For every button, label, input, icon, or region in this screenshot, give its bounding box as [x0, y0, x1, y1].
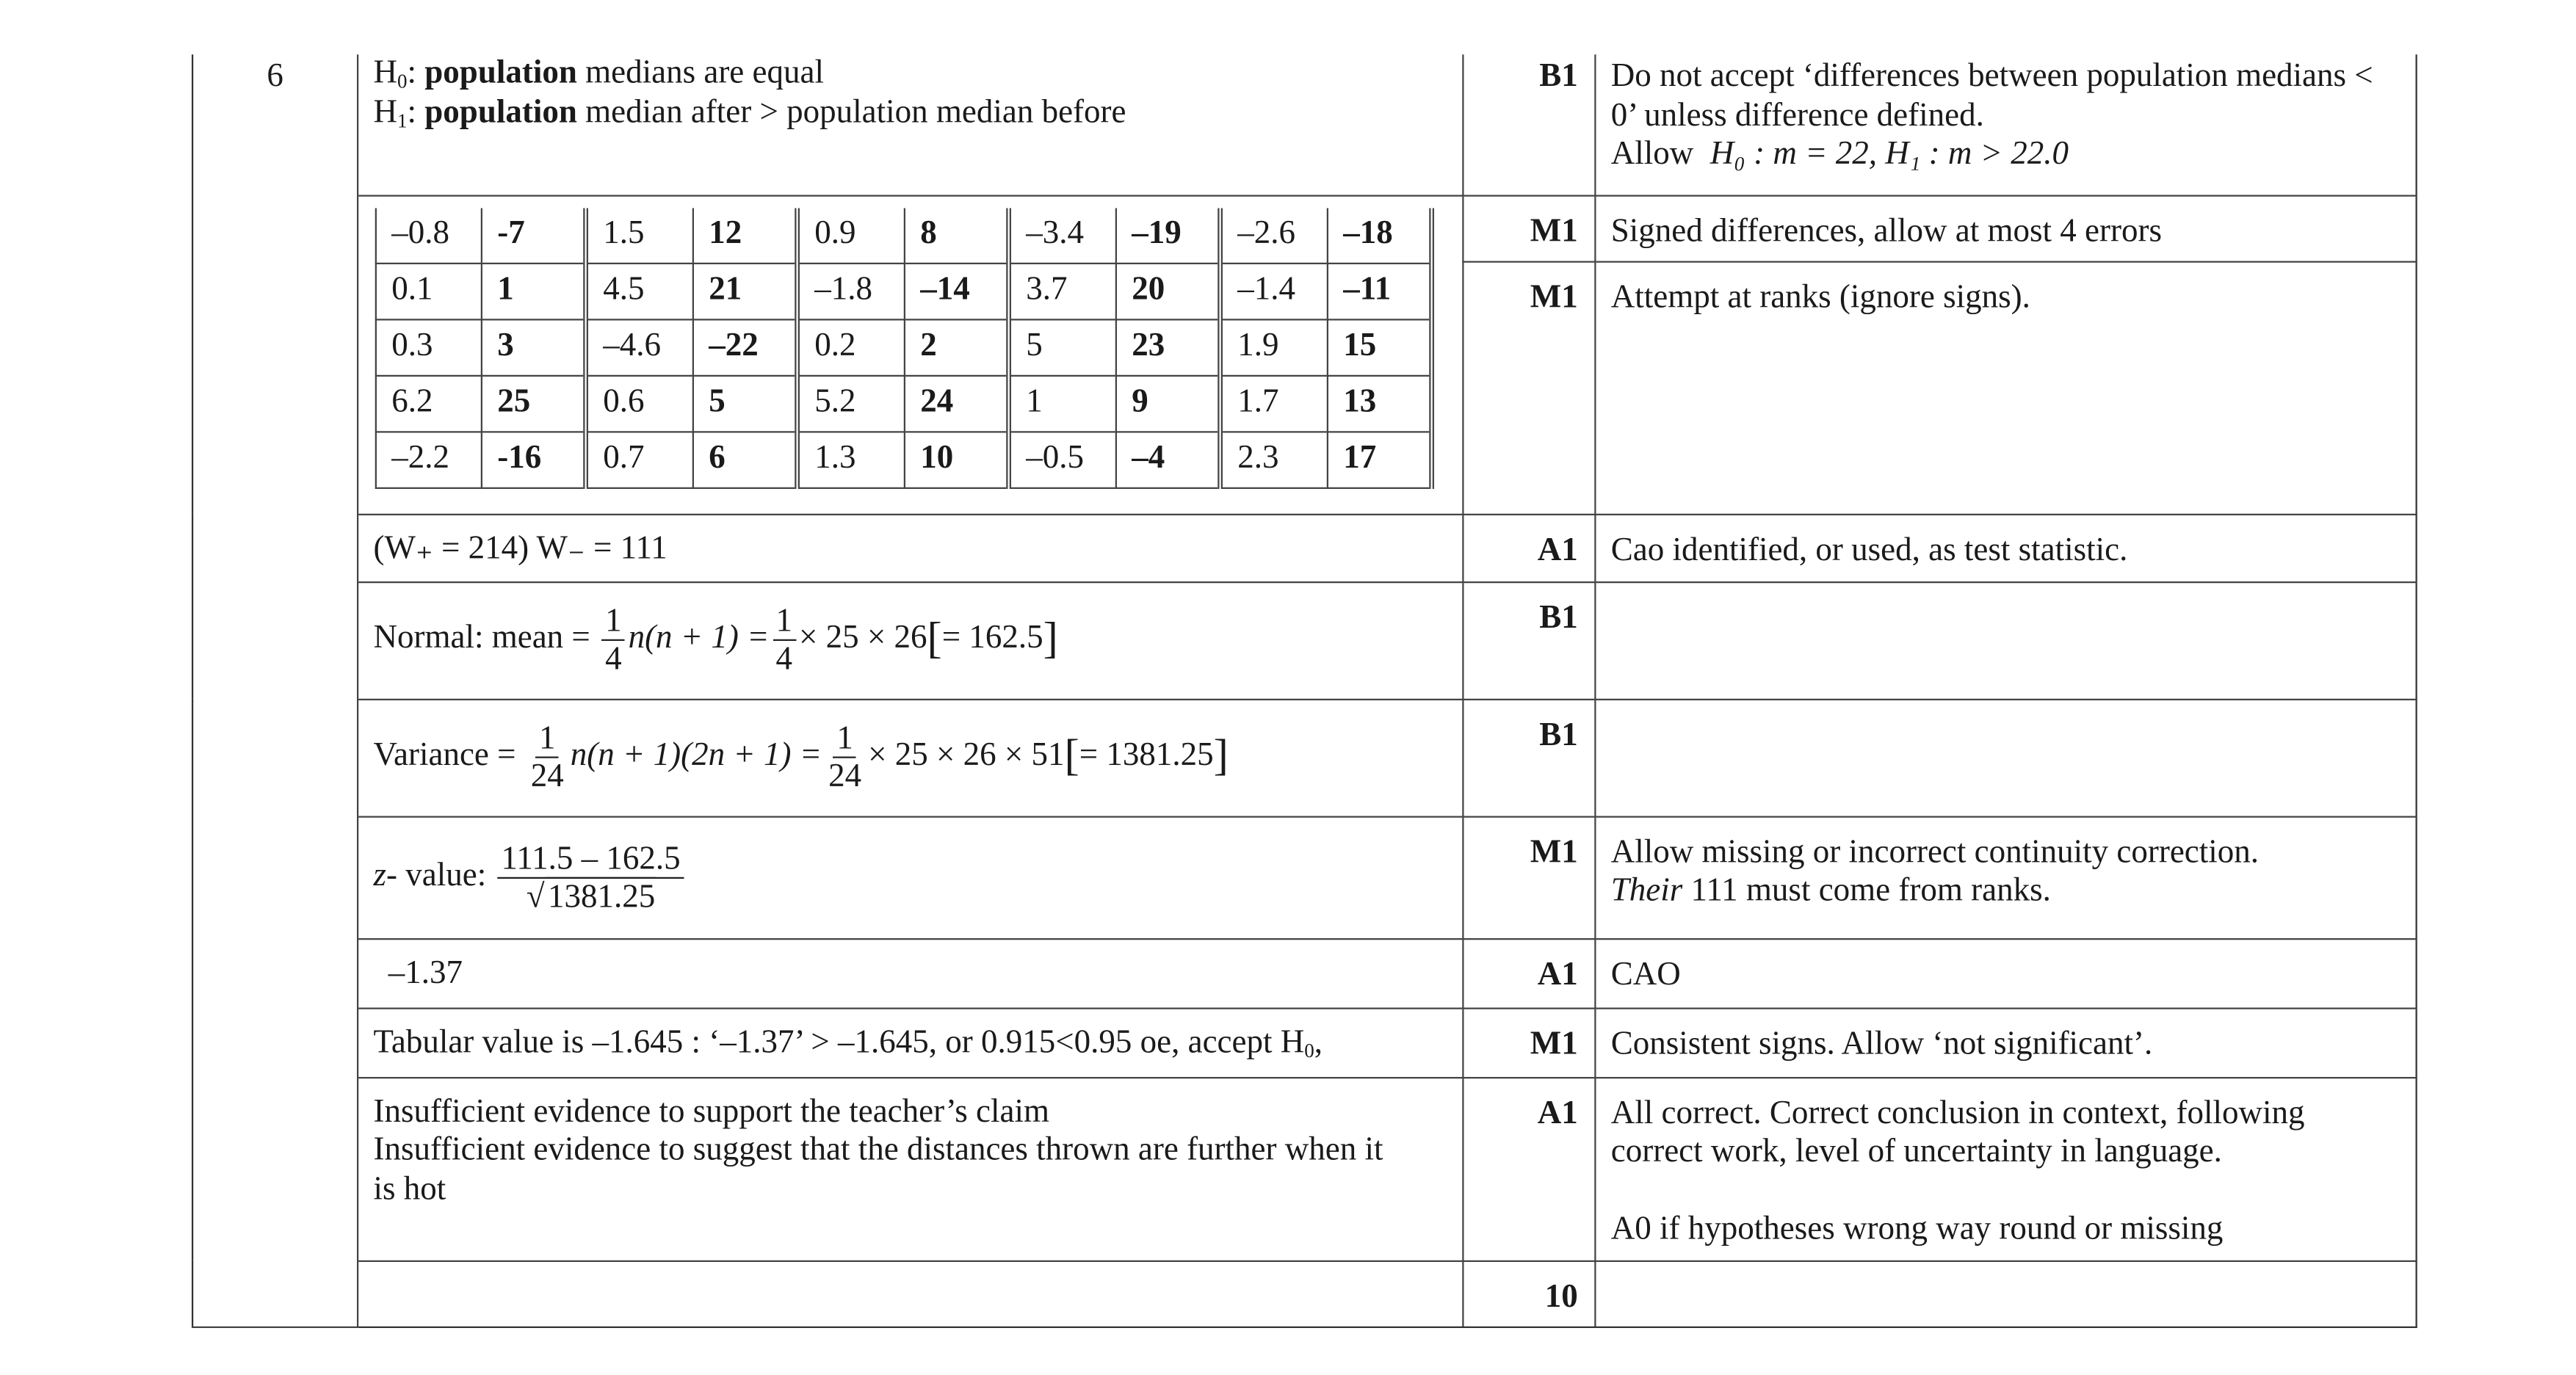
signed-rank-cell: –18	[1328, 207, 1432, 262]
signed-difference-cell: 0.6	[586, 375, 693, 432]
signed-difference-cell: –1.4	[1220, 263, 1328, 319]
z-value-fraction: $\frac{111.5 - 162.5}{√ 1381.25}$	[498, 840, 684, 914]
guidance-tabular: Consistent signs. Allow ‘not significant’.	[1595, 1008, 2416, 1078]
signed-rank-cell: –19	[1116, 207, 1220, 262]
guidance-signed-differences: Signed differences, allow at most 4 errors	[1595, 195, 2416, 261]
conclusion-line3: is hot	[373, 1170, 446, 1208]
variance-fraction-1: $\frac{1}{24}$	[530, 720, 564, 795]
guidance-mean	[1595, 581, 2416, 699]
signed-difference-cell: 1.5	[586, 207, 693, 262]
signed-rank-cell: 5	[693, 375, 797, 432]
guidance-conclusion-line1: All correct. Correct conclusion in context, following	[1610, 1094, 2305, 1131]
variance-cell	[358, 699, 1463, 816]
test-statistic-text: (W₊ = 214) W₋ = 111	[373, 529, 667, 566]
variance-fraction-2: $\frac{1}{24}$	[828, 720, 862, 795]
signed-difference-cell: 1	[1009, 375, 1116, 432]
question-number-text: 6	[267, 57, 283, 95]
signed-difference-cell: 0.9	[797, 207, 905, 262]
signed-difference-cell: –4.6	[586, 319, 693, 375]
signed-rank-cell: 2	[905, 319, 1009, 375]
guidance-allow-line: Allow H₀ : m = 22, H₁ : m > 22.0	[1610, 135, 2069, 173]
signed-difference-cell: 1.3	[797, 431, 905, 487]
signed-difference-cell: –2.6	[1220, 207, 1328, 262]
alternative-hypothesis: $H_1$: population median after > population median before	[373, 93, 1126, 132]
mean-expression: Normal: mean = $\frac{1}{4}$ n(n + 1) = $\frac{1}{4}$ × 25 × 26[= 162.5]	[373, 603, 1058, 678]
guidance-ranks: Attempt at ranks (ignore signs).	[1595, 261, 2416, 514]
tabular-row	[192, 1008, 2417, 1078]
signed-rank-cell: 10	[905, 431, 1009, 487]
tabular-cell: Tabular value is –1.645 : ‘–1.37’ > –1.645, or 0.915<0.95 oe, accept $H_0$,	[358, 1008, 1463, 1078]
differences-row-a	[192, 195, 2417, 261]
signed-rank-cell: 6	[693, 431, 797, 487]
differences-table-row	[376, 319, 1432, 375]
mean-cell	[358, 581, 1463, 699]
signed-rank-cell: 1	[482, 263, 586, 319]
guidance-hypotheses	[1595, 54, 2416, 195]
signed-difference-cell: 0.1	[376, 263, 482, 319]
guidance-conclusion	[1595, 1077, 2416, 1260]
guidance-z-line2: Their 111 must come from ranks.	[1610, 872, 2051, 909]
signed-rank-cell: –4	[1116, 431, 1220, 487]
total-row	[192, 1260, 2417, 1327]
hypotheses-row	[192, 54, 2417, 195]
guidance-z-result: CAO	[1595, 938, 2416, 1008]
conclusion-line1: Insufficient evidence to support the teacher’s claim	[373, 1092, 1050, 1129]
mean-fraction-2: $\frac{1}{4}$	[773, 603, 796, 677]
mean-fraction-1: $\frac{1}{4}$	[602, 603, 626, 677]
differences-table-row	[376, 263, 1432, 319]
signed-difference-cell: 1.7	[1220, 375, 1328, 432]
signed-rank-cell: 3	[482, 319, 586, 375]
signed-difference-cell: –0.8	[376, 207, 482, 262]
h1-bold-word: population	[424, 93, 577, 130]
z-value-row	[192, 816, 2417, 939]
mark-b1-mean: B1	[1463, 581, 1595, 699]
signed-rank-cell: -16	[482, 431, 586, 487]
signed-rank-cell: –22	[693, 319, 797, 375]
null-hypothesis: $H_0$: population medians are equal	[373, 54, 824, 92]
signed-difference-cell: 0.2	[797, 319, 905, 375]
mark-a1-test-statistic: A1	[1463, 514, 1595, 581]
conclusion-row	[192, 1077, 2417, 1260]
guidance-z-line1: Allow missing or incorrect continuity correction.	[1610, 833, 2260, 870]
differences-table-row	[376, 431, 1432, 487]
signed-rank-cell: 20	[1116, 263, 1220, 319]
hypotheses-cell	[358, 54, 1463, 195]
signed-difference-cell: 3.7	[1009, 263, 1116, 319]
signed-rank-cell: 21	[693, 263, 797, 319]
guidance-hypotheses-line2: 0’ unless difference defined.	[1610, 96, 1984, 134]
mark-m1-z-value: M1	[1463, 816, 1595, 939]
signed-rank-cell: 12	[693, 207, 797, 262]
guidance-conclusion-line2: correct work, level of uncertainty in language.	[1610, 1133, 2222, 1170]
guidance-z-value	[1595, 816, 2416, 939]
h0-bold-word: population	[424, 54, 577, 91]
z-value-cell	[358, 816, 1463, 939]
conclusion-line2: Insufficient evidence to suggest that the distances thrown are further when it	[373, 1131, 1383, 1168]
signed-rank-cell: 24	[905, 375, 1009, 432]
allow-hypotheses-math: H₀ : m = 22, H₁ : m > 22.0	[1710, 135, 2069, 173]
signed-difference-cell: 1.9	[1220, 319, 1328, 375]
signed-rank-cell: 23	[1116, 319, 1220, 375]
signed-difference-cell: –0.5	[1009, 431, 1116, 487]
signed-difference-cell: –2.2	[376, 431, 482, 487]
z-result-cell	[358, 938, 1463, 1008]
mark-b1-variance: B1	[1463, 699, 1595, 816]
question-number	[192, 54, 358, 1327]
z-value-expression: z- value: $\frac{111.5 - 162.5}{√ 1381.25}$	[374, 857, 687, 893]
signed-rank-cell: -7	[482, 207, 586, 262]
signed-difference-cell: 5.2	[797, 375, 905, 432]
mark-a1-conclusion: A1	[1463, 1077, 1595, 1260]
signed-difference-cell: 2.3	[1220, 431, 1328, 487]
guidance-conclusion-line3: A0 if hypotheses wrong way round or missing	[1610, 1210, 2224, 1247]
mark-a1-z-result: A1	[1463, 938, 1595, 1008]
z-result-value: –1.37	[388, 954, 463, 990]
signed-rank-cell: 17	[1328, 431, 1432, 487]
variance-expression: Variance = $\frac{1}{24}$ n(n + 1)(2n + 1) = $\frac{1}{24}$ × 25 × 26 × 51[= 1381.25]	[373, 720, 1229, 795]
signed-difference-cell: –1.8	[797, 263, 905, 319]
differences-table-row	[376, 375, 1432, 432]
signed-difference-cell: 0.7	[586, 431, 693, 487]
mark-scheme-table	[192, 54, 2417, 1327]
signed-difference-cell: 0.3	[376, 319, 482, 375]
mark-b1-hypotheses: B1	[1463, 54, 1595, 195]
mark-m1-signed-differences: M1	[1463, 195, 1595, 261]
guidance-variance	[1595, 699, 2416, 816]
total-answer-cell	[358, 1260, 1463, 1327]
mark-m1-tabular: M1	[1463, 1008, 1595, 1078]
differences-table	[375, 207, 1434, 488]
total-guidance-cell	[1595, 1260, 2416, 1327]
signed-rank-cell: –11	[1328, 263, 1432, 319]
signed-rank-cell: –14	[905, 263, 1009, 319]
guidance-hypotheses-line1: Do not accept ‘differences between population medians <	[1610, 57, 2373, 95]
signed-rank-cell: 25	[482, 375, 586, 432]
signed-difference-cell: –3.4	[1009, 207, 1116, 262]
differences-table-row	[376, 207, 1432, 262]
signed-difference-cell: 6.2	[376, 375, 482, 432]
mean-row	[192, 581, 2417, 699]
guidance-test-statistic: Cao identified, or used, as test statistic.	[1595, 514, 2416, 581]
signed-difference-cell: 5	[1009, 319, 1116, 375]
signed-rank-cell: 15	[1328, 319, 1432, 375]
variance-row	[192, 699, 2417, 816]
signed-rank-cell: 9	[1116, 375, 1220, 432]
signed-rank-cell: 8	[905, 207, 1009, 262]
z-result-row	[192, 938, 2417, 1008]
test-statistic-cell	[358, 514, 1463, 581]
tabular-text: Tabular value is –1.645 : ‘–1.37’ > –1.645, or 0.915<0.95 oe, accept H	[373, 1023, 1305, 1060]
signed-rank-cell: 13	[1328, 375, 1432, 432]
test-statistic-row	[192, 514, 2417, 581]
differences-cell	[358, 195, 1463, 514]
signed-difference-cell: 4.5	[586, 263, 693, 319]
mark-m1-ranks: M1	[1463, 261, 1595, 514]
total-marks: 10	[1463, 1260, 1595, 1327]
conclusion-cell	[358, 1077, 1463, 1260]
